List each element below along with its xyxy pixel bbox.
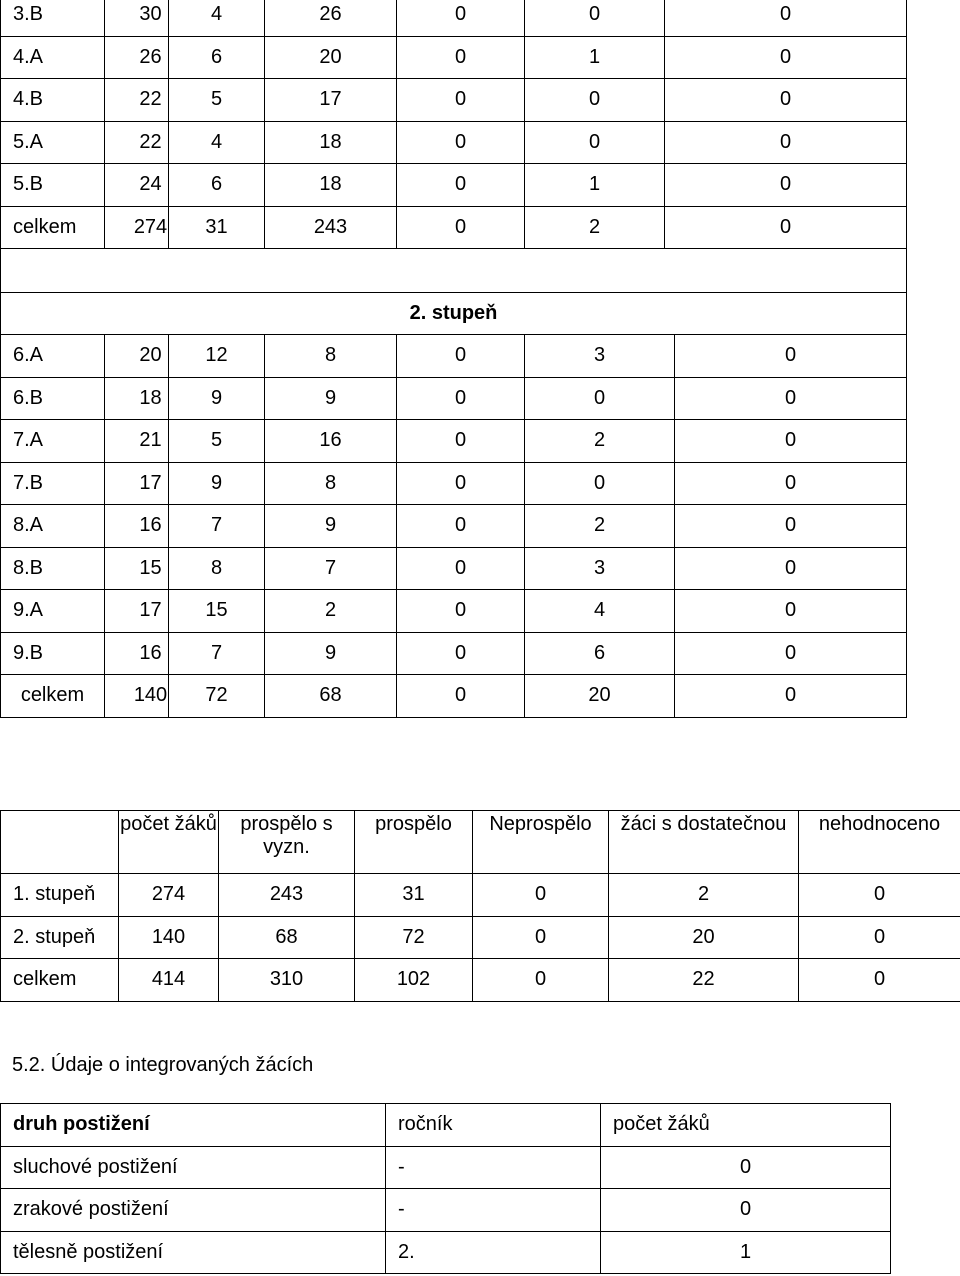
header-cell: ročník — [386, 1104, 601, 1147]
value-cell: 20 — [105, 335, 169, 378]
value-cell: 31 — [355, 874, 473, 917]
grade-cell: - — [386, 1146, 601, 1189]
table-row — [1, 505, 907, 548]
value-cell: 3 — [525, 335, 675, 378]
value-cell: 0 — [799, 959, 960, 1002]
row-label: celkem — [1, 959, 119, 1002]
value-cell: 0 — [525, 462, 675, 505]
table-row — [1, 675, 907, 718]
table-row — [1, 79, 907, 122]
section-label: 2. stupeň — [1, 293, 907, 335]
value-cell: 0 — [397, 547, 525, 590]
header-cell: prospělo — [355, 811, 473, 874]
table-row — [1, 590, 907, 633]
value-cell: 20 — [525, 675, 675, 718]
empty-row — [1, 249, 907, 293]
header-cell: Neprospělo — [473, 811, 609, 874]
value-cell: 243 — [219, 874, 355, 917]
value-cell: 0 — [397, 0, 525, 36]
value-cell: 2 — [525, 420, 675, 463]
value-cell: 274 — [119, 874, 219, 917]
value-cell: 0 — [397, 590, 525, 633]
value-cell: 22 — [105, 121, 169, 164]
value-cell: 2 — [609, 874, 799, 917]
value-cell: 0 — [397, 335, 525, 378]
table-row — [1, 874, 960, 917]
value-cell: 68 — [219, 916, 355, 959]
value-cell: 0 — [397, 377, 525, 420]
value-cell: 0 — [675, 632, 907, 675]
table-row — [1, 377, 907, 420]
value-cell: 0 — [525, 121, 665, 164]
value-cell: 243 — [265, 206, 397, 249]
class-cell: 9.A — [1, 590, 105, 633]
class-cell: 4.B — [1, 79, 105, 122]
value-cell: 16 — [105, 632, 169, 675]
value-cell: 8 — [265, 462, 397, 505]
section-heading: 5.2. Údaje o integrovaných žácích — [12, 1054, 314, 1076]
header-cell: počet žáků — [601, 1104, 891, 1147]
value-cell: 0 — [675, 462, 907, 505]
header-cell: počet žáků — [119, 811, 219, 874]
value-cell: 15 — [169, 590, 265, 633]
class-cell: 7.B — [1, 462, 105, 505]
value-cell: 140 — [105, 675, 169, 718]
value-cell: 7 — [169, 632, 265, 675]
value-cell: 0 — [665, 121, 907, 164]
value-cell: 0 — [397, 462, 525, 505]
class-cell: 5.A — [1, 121, 105, 164]
value-cell: 30 — [105, 0, 169, 36]
header-cell — [1, 811, 119, 874]
value-cell: 22 — [105, 79, 169, 122]
header-cell: nehodnoceno — [799, 811, 960, 874]
value-cell: 0 — [665, 79, 907, 122]
class-cell: 7.A — [1, 420, 105, 463]
class-cell: 6.B — [1, 377, 105, 420]
header-row — [1, 1104, 891, 1147]
value-cell: 0 — [675, 547, 907, 590]
value-cell: 0 — [525, 79, 665, 122]
table-row — [1, 121, 907, 164]
value-cell: 0 — [397, 36, 525, 79]
row-label: 2. stupeň — [1, 916, 119, 959]
value-cell: 5 — [169, 420, 265, 463]
value-cell: 9 — [265, 632, 397, 675]
count-cell: 1 — [601, 1231, 891, 1274]
value-cell: 0 — [665, 164, 907, 207]
value-cell: 0 — [397, 632, 525, 675]
class-cell: 4.A — [1, 36, 105, 79]
integrated-pupils-table — [0, 1103, 891, 1274]
value-cell: 0 — [675, 335, 907, 378]
value-cell: 310 — [219, 959, 355, 1002]
value-cell: 0 — [473, 874, 609, 917]
class-cell: celkem — [1, 206, 105, 249]
table-row — [1, 547, 907, 590]
value-cell: 21 — [105, 420, 169, 463]
row-label: 1. stupeň — [1, 874, 119, 917]
value-cell: 18 — [265, 164, 397, 207]
value-cell: 0 — [473, 916, 609, 959]
value-cell: 4 — [525, 590, 675, 633]
value-cell: 0 — [397, 420, 525, 463]
class-cell: 3.B — [1, 0, 105, 36]
first-grade-rows — [0, 0, 907, 335]
value-cell: 20 — [609, 916, 799, 959]
value-cell: 0 — [675, 377, 907, 420]
count-cell: 0 — [601, 1146, 891, 1189]
value-cell: 0 — [665, 0, 907, 36]
table-row — [1, 206, 907, 249]
value-cell: 7 — [169, 505, 265, 548]
table-row — [1, 164, 907, 207]
value-cell: 5 — [169, 79, 265, 122]
value-cell: 140 — [119, 916, 219, 959]
type-cell: zrakové postižení — [1, 1189, 386, 1232]
type-cell: tělesně postižení — [1, 1231, 386, 1274]
value-cell: 4 — [169, 0, 265, 36]
value-cell: 0 — [397, 675, 525, 718]
table-row — [1, 959, 960, 1002]
table-row — [1, 0, 907, 36]
value-cell: 0 — [665, 206, 907, 249]
table-row — [1, 632, 907, 675]
value-cell: 12 — [169, 335, 265, 378]
table-row — [1, 36, 907, 79]
value-cell: 0 — [397, 505, 525, 548]
value-cell: 1 — [525, 164, 665, 207]
value-cell: 1 — [525, 36, 665, 79]
value-cell: 0 — [397, 121, 525, 164]
value-cell: 274 — [105, 206, 169, 249]
value-cell: 0 — [397, 79, 525, 122]
value-cell: 2 — [525, 206, 665, 249]
header-cell: prospělo s vyzn. — [219, 811, 355, 874]
table-row — [1, 462, 907, 505]
grade-cell: - — [386, 1189, 601, 1232]
class-cell: 6.A — [1, 335, 105, 378]
value-cell: 72 — [169, 675, 265, 718]
class-cell: 8.B — [1, 547, 105, 590]
value-cell: 0 — [525, 377, 675, 420]
grade-cell: 2. — [386, 1231, 601, 1274]
value-cell: 17 — [265, 79, 397, 122]
value-cell: 16 — [265, 420, 397, 463]
value-cell: 22 — [609, 959, 799, 1002]
table-row — [1, 1146, 891, 1189]
value-cell: 15 — [105, 547, 169, 590]
value-cell: 0 — [799, 916, 960, 959]
value-cell: 20 — [265, 36, 397, 79]
value-cell: 0 — [799, 874, 960, 917]
class-cell: 9.B — [1, 632, 105, 675]
value-cell: 31 — [169, 206, 265, 249]
value-cell: 9 — [265, 377, 397, 420]
table-row — [1, 1189, 891, 1232]
value-cell: 2 — [265, 590, 397, 633]
value-cell: 17 — [105, 590, 169, 633]
summary-table — [0, 810, 960, 1002]
type-cell: sluchové postižení — [1, 1146, 386, 1189]
value-cell: 68 — [265, 675, 397, 718]
class-cell: celkem — [1, 675, 105, 718]
value-cell: 24 — [105, 164, 169, 207]
second-grade-table — [0, 334, 907, 718]
class-cell: 5.B — [1, 164, 105, 207]
value-cell: 26 — [105, 36, 169, 79]
table-row — [1, 420, 907, 463]
value-cell: 8 — [169, 547, 265, 590]
table-row — [1, 335, 907, 378]
header-row — [1, 811, 960, 874]
value-cell: 8 — [265, 335, 397, 378]
value-cell: 0 — [665, 36, 907, 79]
value-cell: 0 — [675, 505, 907, 548]
value-cell: 18 — [105, 377, 169, 420]
value-cell: 26 — [265, 0, 397, 36]
class-cell: 8.A — [1, 505, 105, 548]
value-cell: 102 — [355, 959, 473, 1002]
value-cell: 72 — [355, 916, 473, 959]
value-cell: 414 — [119, 959, 219, 1002]
count-cell: 0 — [601, 1189, 891, 1232]
header-cell: druh postižení — [1, 1104, 386, 1147]
value-cell: 0 — [675, 420, 907, 463]
value-cell: 0 — [397, 206, 525, 249]
header-cell: žáci s dostatečnou — [609, 811, 799, 874]
value-cell: 7 — [265, 547, 397, 590]
table-row — [1, 1231, 891, 1274]
value-cell: 4 — [169, 121, 265, 164]
value-cell: 0 — [473, 959, 609, 1002]
value-cell: 16 — [105, 505, 169, 548]
value-cell: 0 — [397, 164, 525, 207]
table-row — [1, 916, 960, 959]
value-cell: 0 — [525, 0, 665, 36]
value-cell: 0 — [675, 590, 907, 633]
value-cell: 18 — [265, 121, 397, 164]
value-cell: 9 — [265, 505, 397, 548]
value-cell: 0 — [675, 675, 907, 718]
value-cell: 2 — [525, 505, 675, 548]
value-cell: 9 — [169, 462, 265, 505]
value-cell: 9 — [169, 377, 265, 420]
value-cell: 6 — [169, 164, 265, 207]
value-cell: 6 — [525, 632, 675, 675]
value-cell: 17 — [105, 462, 169, 505]
value-cell: 6 — [169, 36, 265, 79]
section-row — [1, 293, 907, 335]
value-cell: 3 — [525, 547, 675, 590]
